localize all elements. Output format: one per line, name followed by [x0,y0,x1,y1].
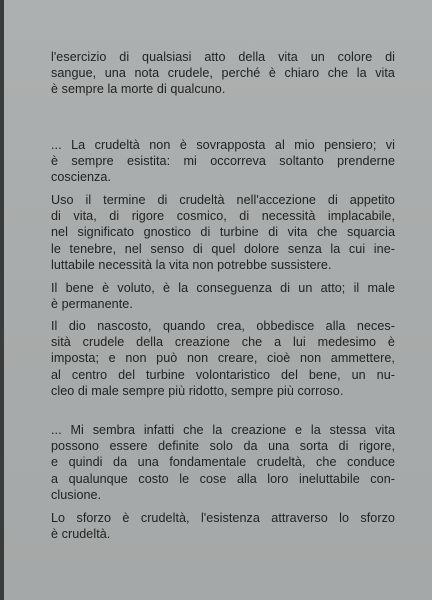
text-line: clusione. [51,487,102,502]
text-line: Lo sforzo è crudeltà, l'esistenza attraverso lo sforzo [51,511,395,525]
text-line: cleo di male sempre più ridotto, sempre più corroso. [51,383,344,398]
paragraph-6 [51,422,395,503]
paragraph-4 [51,280,395,312]
text-line: le tenebre, nel senso di quel dolore senza la cui ine- [51,241,395,256]
text-line: nel significato gnostico di turbine di vita che squarcia [51,225,395,240]
text-line: è sempre la morte di qualcuno. [51,82,226,97]
text-line: al centro del turbine volontaristico del bene, un nu- [51,367,395,382]
text-line: luttabile necessità la vita non potrebbe sussistere. [51,257,332,272]
text-line: possono essere definite solo da una sorta di rigore, [51,439,395,454]
text-line: è permanente. [51,297,133,312]
paragraph-2 [51,137,395,186]
paragraph-1 [51,49,395,98]
text-line: l'esercizio di qualsiasi atto della vita un colore di [51,50,395,64]
paragraph-3 [51,192,395,273]
paragraph-5 [51,318,395,399]
text-line: di vita, di rigore cosmico, di necessità implacabile, [51,209,395,224]
text-line: coscienza. [51,170,112,185]
text-line: sangue, una nota crudele, perché è chiaro che la vita [51,66,395,81]
text-line: Il dio nascosto, quando crea, obbedisce alla neces- [51,319,395,333]
text-line: a qualunque costo le cose alla loro ineluttabile con- [51,471,395,486]
text-line: Il bene è voluto, è la conseguenza di un atto; il male [51,281,395,295]
text-line: ... Mi sembra infatti che la creazione e la stessa vita [51,423,395,437]
text-line: sità crudele della creazione che a lui medesimo è [51,335,395,350]
paragraph-7 [51,510,395,542]
text-line: imposta; e non può non creare, cioè non ammettere, [51,351,395,366]
page-edge-shadow [0,0,4,600]
text-line: e quindi da una fondamentale crudeltà, che conduce [51,455,395,470]
text-line: è crudeltà. [51,527,111,542]
text-line: è sempre esistita: mi occorreva soltanto prenderne [51,154,395,169]
text-line: ... La crudeltà non è sovrapposta al mio pensiero; vi [51,138,395,152]
text-line: Uso il termine di crudeltà nell'accezione di appetito [51,193,395,207]
